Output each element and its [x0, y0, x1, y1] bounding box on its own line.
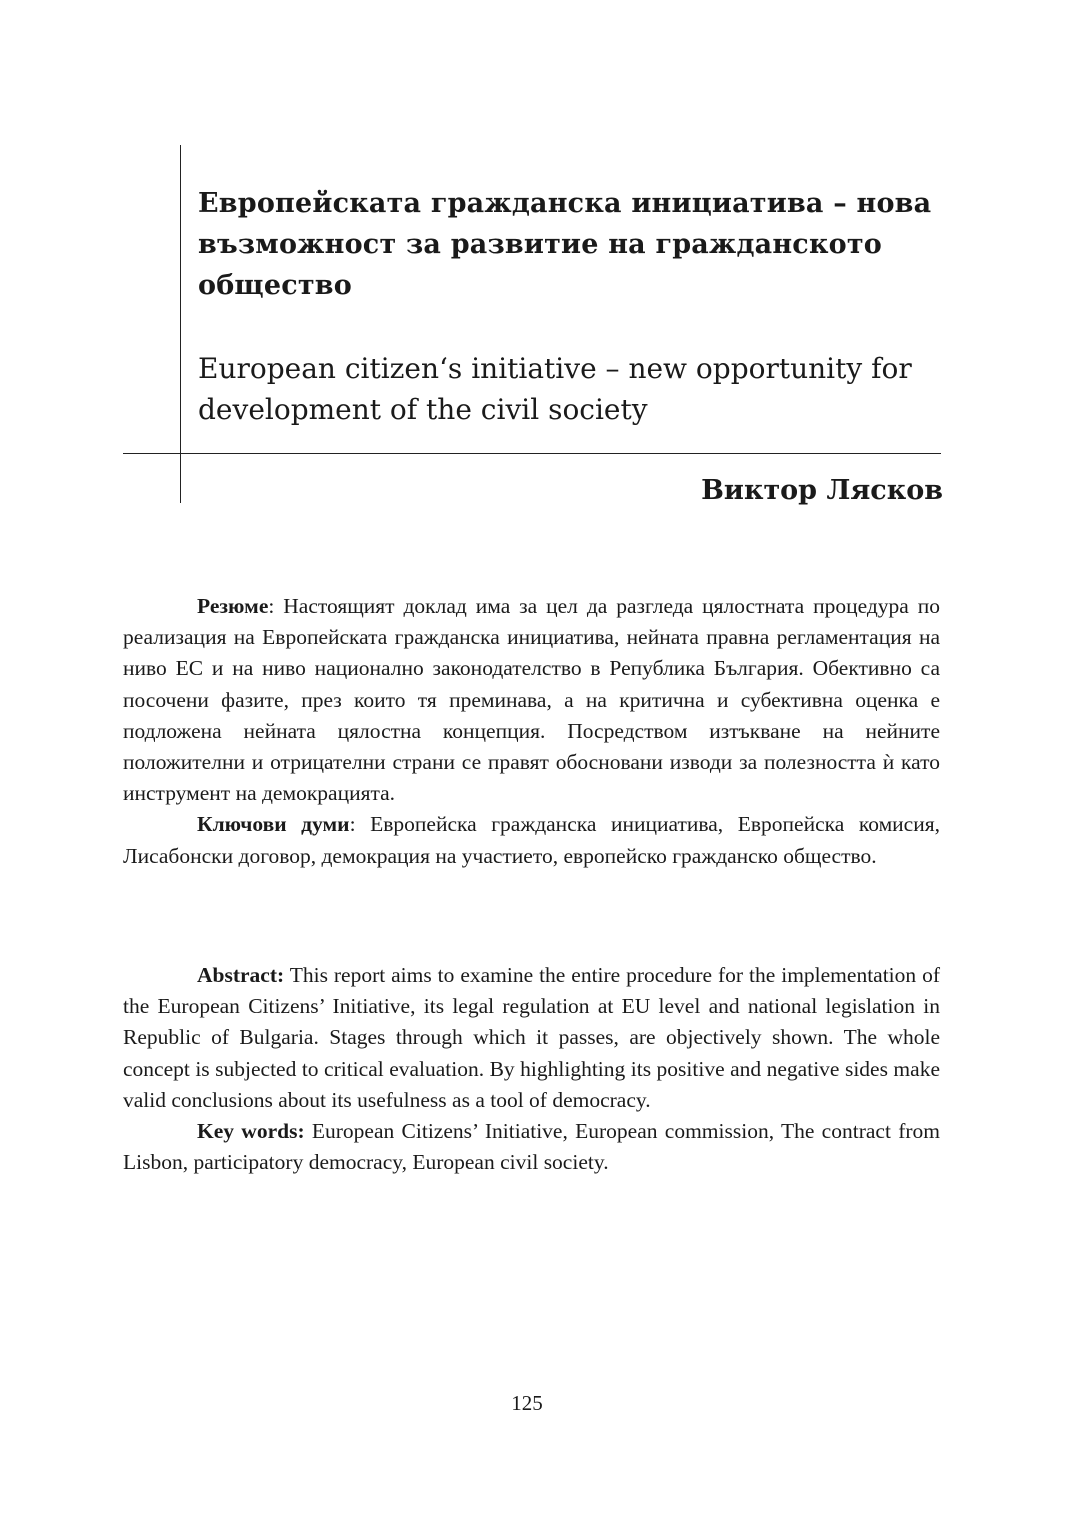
- resume-paragraph: [123, 591, 940, 809]
- keywords-en-label: Key words:: [197, 1119, 305, 1144]
- keywords-bg-paragraph: [123, 809, 940, 871]
- keywords-bg-label: Ключови думи: [197, 812, 350, 837]
- english-abstract-block: [123, 960, 940, 1178]
- title-vertical-rule: [180, 145, 181, 503]
- keywords-en-paragraph: [123, 1116, 940, 1178]
- author-name: Виктор Лясков: [701, 475, 943, 506]
- abstract-label: Abstract:: [197, 963, 285, 987]
- resume-text: : Настоящият доклад има за цел да разгледа цялостната процедура по реализация на Европейската гражданска инициатива, нейната правна регламентация на ниво ЕС и на ниво национално законодателство в Република България. Обективно са посочени фазите, през които тя преминава, а на критична и субективна оценка е подложена нейната цялостна концепция. Посредством изтъкване на нейните положителни и отрицателни страни се правят обосновани изводи за полезността ѝ като инструмент на демокрацията.: [123, 594, 940, 806]
- keywords-en-text: European Citizens’ Initiative, European commission, The contract from Lisbon, participatory democracy, European civil society.: [123, 1119, 940, 1175]
- abstract-text: This report aims to examine the entire procedure for the implementation of the European Citizens’ Initiative, its legal regulation at EU level and national legislation in Republic of Bulgaria. Stages through which it passes, are objectively shown. The whole concept is subjected to critical evaluation. By highlighting its positive and negative sides make valid conclusions about its usefulness as a tool of democracy.: [123, 963, 940, 1112]
- title-horizontal-rule: [123, 453, 941, 454]
- resume-label: Резюме: [197, 594, 269, 618]
- title-bulgarian: Европейската гражданска инициатива – нова възможност за развитие на гражданското общество: [198, 188, 932, 301]
- page-number: 125: [511, 1391, 543, 1415]
- keywords-bg-text: : Европейска гражданска инициатива, Европейска комисия, Лисабонски договор, демокрация на участието, европейско гражданско общество.: [123, 812, 940, 868]
- title-english: European citizen‘s initiative – new opportunity for development of the civil society: [198, 352, 912, 426]
- bulgarian-abstract-block: [123, 591, 940, 872]
- abstract-paragraph: [123, 960, 940, 1116]
